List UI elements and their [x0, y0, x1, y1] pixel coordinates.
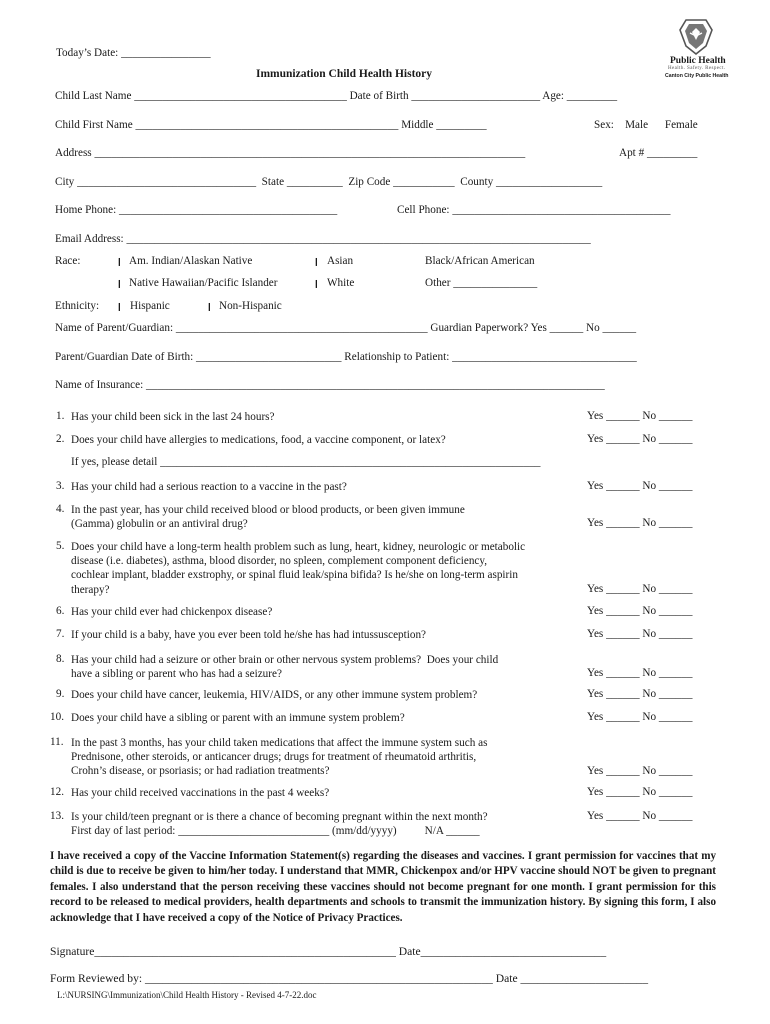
checkbox-icon[interactable]: ❙ — [116, 279, 123, 288]
file-path-footer: L:\NURSING\Immunization\Child Health History - Revised 4-7-22.doc — [57, 990, 317, 1000]
question-text: If your child is a baby, have you ever been told he/she has had intussusception? — [71, 629, 427, 641]
question-number: 5. — [56, 540, 65, 552]
apt-field[interactable]: Apt # _________ — [619, 147, 698, 159]
question-text: In the past year, has your child received blood or blood products, or been given immune (Gamma) globulin or an antiviral drug? — [71, 504, 465, 531]
question-number: 11. — [50, 736, 64, 748]
email-field[interactable]: Email Address: ___________________________________________________________________________________ — [55, 233, 591, 245]
yes-no-field[interactable]: Yes ______ No ______ — [587, 583, 693, 595]
question-text: Has your child been sick in the last 24 hours? — [71, 411, 275, 423]
yes-no-field[interactable]: Yes ______ No ______ — [587, 667, 693, 679]
guardian-name-row[interactable]: Name of Parent/Guardian: _____________________________________________ Guardian Paperwork? Yes ______ No ______ — [55, 322, 637, 334]
yes-no-field[interactable]: Yes ______ No ______ — [587, 688, 693, 700]
yes-no-field[interactable]: Yes ______ No ______ — [587, 765, 693, 777]
yes-no-field[interactable]: Yes ______ No ______ — [587, 628, 693, 640]
yes-no-field[interactable]: Yes ______ No ______ — [587, 605, 693, 617]
race-option: Native Hawaiian/Pacific Islander — [129, 277, 278, 289]
race-option[interactable]: Black/African American — [425, 255, 535, 267]
question-number: 13. — [50, 810, 64, 822]
question-number: 6. — [56, 605, 65, 617]
question-text: Has your child received vaccinations in the past 4 weeks? — [71, 787, 330, 799]
question-number: 8. — [56, 653, 65, 665]
question-number: 7. — [56, 628, 65, 640]
consent-statement: I have received a copy of the Vaccine Information Statement(s) regarding the diseases and vaccines. I grant permission for vaccines that my child is due to receive be given to him/her today. I understand that MMR, Chickenpox and/or HPV vaccine should NOT be given to pregnant females. I also understand that the person receiving these vaccines should not become pregnant for one month. I grant permission for this record to be released to medical providers, health departments and schools to transmit the immunization history. By signing this form, I also acknowledge that I have received a copy of the Notice of Privacy Practices. — [50, 850, 716, 924]
logo-tagline: Health. Safety. Respect. — [668, 66, 726, 71]
yes-no-field[interactable]: Yes ______ No ______ — [587, 517, 693, 529]
ethnicity-label: Ethnicity: — [55, 300, 100, 312]
insurance-field[interactable]: Name of Insurance: __________________________________________________________________________________ — [55, 379, 605, 391]
ethnicity-option: Hispanic — [130, 300, 170, 312]
city-state-zip-row[interactable]: City ________________________________ State __________ Zip Code ___________ County ___________________ — [55, 176, 603, 188]
cell-phone-field[interactable]: Cell Phone: _______________________________________ — [397, 204, 671, 216]
logo-org: Canton City Public Health — [665, 73, 729, 79]
allergy-detail-field[interactable]: If yes, please detail ____________________________________________________________________ — [71, 456, 541, 468]
child-last-name-row[interactable]: Child Last Name ______________________________________ Date of Birth _______________________ Age: _________ — [55, 90, 618, 102]
guardian-dob-row[interactable]: Parent/Guardian Date of Birth: __________________________ Relationship to Patient: _________________________________ — [55, 351, 637, 363]
question-number: 4. — [56, 503, 65, 515]
question-number: 2. — [56, 433, 65, 445]
yes-no-field[interactable]: Yes ______ No ______ — [587, 433, 693, 445]
question-text: In the past 3 months, has your child taken medications that affect the immune system such as Prednisone, other steroids, or anticancer drugs; drugs for treatment of rheumatoid arthritis, Crohn’s disease, or psoriasis; or had radiation treatments? — [71, 737, 488, 778]
question-number: 3. — [56, 480, 65, 492]
question-number: 10. — [50, 711, 64, 723]
race-other-field[interactable]: Other _______________ — [425, 277, 538, 289]
home-phone-field[interactable]: Home Phone: _______________________________________ — [55, 204, 338, 216]
page-title: Immunization Child Health History — [256, 68, 433, 80]
logo-name: Public Health — [670, 56, 726, 66]
signature-date-row[interactable]: Signature____________________________________________________ Date________________________________ — [50, 945, 607, 958]
race-option: White — [327, 277, 355, 289]
yes-no-field[interactable]: Yes ______ No ______ — [587, 810, 693, 822]
checkbox-icon[interactable]: ❙ — [116, 302, 123, 311]
yes-no-field[interactable]: Yes ______ No ______ — [587, 711, 693, 723]
question-text: Has your child had a seizure or other brain or other nervous system problems? Does your child have a sibling or parent who has had a seizure? — [71, 654, 499, 681]
question-number: 12. — [50, 786, 64, 798]
question-number: 1. — [56, 410, 65, 422]
public-health-logo — [650, 18, 742, 82]
ethnicity-option: Non-Hispanic — [219, 300, 282, 312]
address-field[interactable]: Address _____________________________________________________________________________ — [55, 147, 526, 159]
checkbox-icon[interactable]: ❙ — [206, 302, 213, 311]
question-text: Does your child have cancer, leukemia, HIV/AIDS, or any other immune system problem? — [71, 689, 478, 701]
sex-field[interactable]: Sex: Male Female — [594, 119, 698, 131]
checkbox-icon[interactable]: ❙ — [313, 279, 320, 288]
race-label: Race: — [55, 255, 81, 267]
yes-no-field[interactable]: Yes ______ No ______ — [587, 786, 693, 798]
yes-no-field[interactable]: Yes ______ No ______ — [587, 480, 693, 492]
form-reviewed-row[interactable]: Form Reviewed by: ____________________________________________________________ Date ______________________ — [50, 972, 649, 985]
question-text: Has your child had a serious reaction to a vaccine in the past? — [71, 481, 347, 493]
checkbox-icon[interactable]: ❙ — [313, 257, 320, 266]
child-first-name-row[interactable]: Child First Name _______________________________________________ Middle _________ — [55, 119, 487, 131]
todays-date-field[interactable]: Today’s Date: ________________ — [56, 47, 211, 59]
question-text: Has your child ever had chickenpox disease? — [71, 606, 273, 618]
race-option: Am. Indian/Alaskan Native — [129, 255, 253, 267]
question-text: Does your child have allergies to medications, food, a vaccine component, or latex? — [71, 434, 446, 446]
question-text: Is your child/teen pregnant or is there a chance of becoming pregnant within the next month? First day of last period: ___________________________ (mm/dd/yyyy) N/A ______ — [71, 811, 488, 838]
question-text: Does your child have a long-term health problem such as lung, heart, kidney, neurologic or metabolic disease (i.e. diabetes), asthma, blood disorder, no spleen, complement component deficiency, cochlear implant, bladder exstrophy, or spinal fluid leak/spina bifida? Is he/she on long-term aspirin therapy? — [71, 541, 526, 596]
checkbox-icon[interactable]: ❙ — [116, 257, 123, 266]
race-option: Asian — [327, 255, 354, 267]
question-text: Does your child have a sibling or parent with an immune system problem? — [71, 712, 405, 724]
yes-no-field[interactable]: Yes ______ No ______ — [587, 410, 693, 422]
question-number: 9. — [56, 688, 65, 700]
